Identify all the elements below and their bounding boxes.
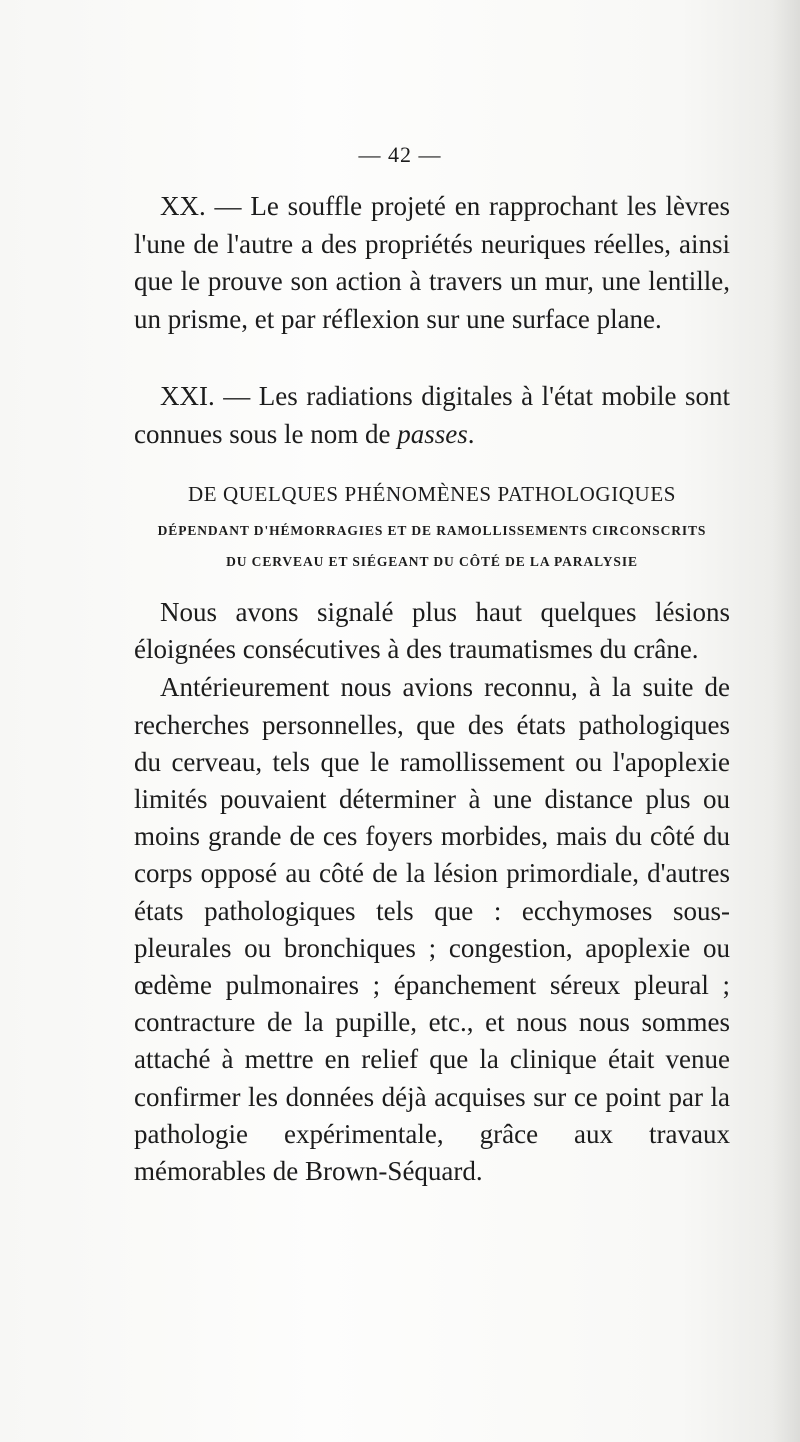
section-xx-label: XX. —: [160, 191, 242, 221]
section-xx-text: Le souffle projeté en rapprochant les lèvres l'une de l'autre a des propriétés neuriques réelles, ainsi que le prouve son action à travers un mur, une lentille, un prisme, et par réflexion sur une surface plane.: [134, 191, 731, 334]
chapter-body: [134, 594, 730, 1190]
section-xxi-label: XXI. —: [160, 381, 251, 411]
section-xxi-paragraph: [134, 378, 730, 453]
page-number: — 42 —: [358, 142, 442, 167]
chapter-subheading-line-1: DÉPENDANT D'HÉMORRAGIES ET DE RAMOLLISSEMENTS CIRCONSCRITS: [157, 523, 707, 538]
page-edge-shadow: [772, 0, 800, 1442]
section-xxi: [134, 378, 730, 453]
section-xxi-text: Les radiations digitales à l'état mobile sont connues sous le nom de: [134, 381, 730, 449]
body-paragraph-1: Nous avons signalé plus haut quelques lésions éloignées consécutives à des traumatismes du crâne.: [134, 597, 730, 665]
section-xxi-text-end: .: [467, 418, 475, 449]
section-xx-paragraph: [134, 188, 730, 338]
body-paragraph-2: Antérieurement nous avions reconnu, à la suite de recherches personnelles, que des états pathologiques du cerveau, tels que le ramollissement ou l'apoplexie limités pouvaient déterminer à une distance plus ou moins grande de ces foyers morbides, mais du côté du corps opposé au côté de la lésion primordiale, d'autres états pathologiques tels que : ecchymoses sous-pleurales ou bronchiques ; congestion, apoplexie ou œdème pulmonaires ; épanchement séreux pleural ; contracture de la pupille, etc., et nous nous sommes attaché à mettre en relief que la clinique était venue confirmer les données déjà acquises sur ce point par la pathologie expérimentale, grâce aux travaux mémorables de Brown-Séquard.: [134, 672, 730, 1187]
section-xxi-emphasis: passes: [397, 418, 468, 449]
chapter-heading: DE QUELQUES PHÉNOMÈNES PATHOLOGIQUES: [187, 482, 677, 506]
section-xx: [134, 188, 730, 338]
chapter-subheading-line-2: DU CERVEAU ET SIÉGEANT DU CÔTÉ DE LA PARALYSIE: [226, 554, 638, 569]
